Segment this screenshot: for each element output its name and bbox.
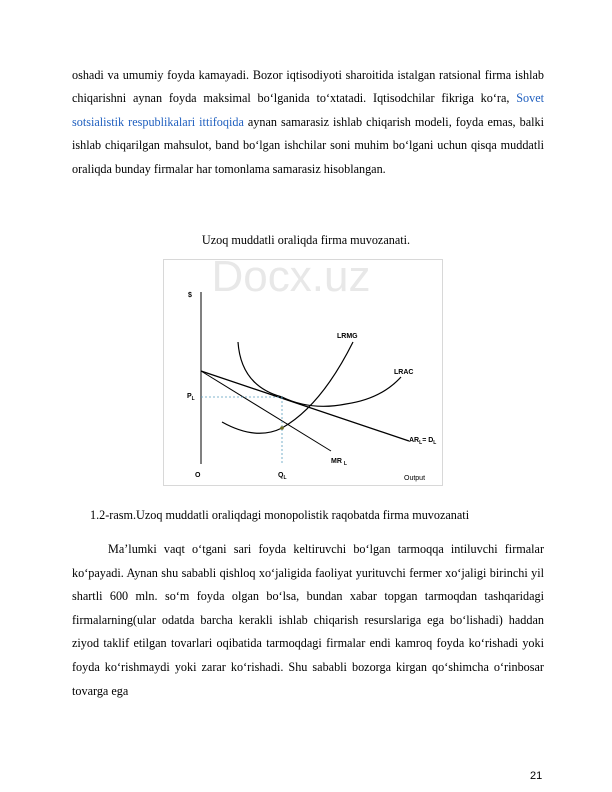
ar-label: $AR_L= D_L$ — [409, 437, 437, 446]
equilibrium-point — [280, 426, 284, 430]
text: aynan samarasiz ishlab chiqarish modeli, foyda emas, balki ishlab chiqarilgan mahsulot, band bo‘lgan ishchilar soni muhim bo‘lgani uchun qisqa muddatli oraliqda bunday firmalar har tomonlama samarasiz hisoblangan. — [72, 114, 544, 176]
x-axis-label: Output — [404, 475, 426, 482]
text: oshadi va umumiy foyda kamayadi. Bozor iqtisodiyoti sharoitida istalgan ratsional firma ishlab chiqarishni aynan foyda maksimal bo‘lganida to‘xtatadi. Iqtisodchilar fikriga ko‘ra, — [72, 68, 544, 106]
figure-title: Uzoq muddatli oraliqda firma muvozanati. — [201, 233, 411, 247]
price-label: $P_L$ — [187, 393, 195, 402]
lrac-label: LRAC — [394, 369, 414, 376]
figure-caption: 1.2-rasm.Uzoq muddatli oraliqdagi monopolistik raqobatda firma muvozanati — [90, 508, 470, 522]
mr-line — [201, 371, 331, 451]
ussr-link[interactable]: Sovet sotsialistik respublikalari ittifoqida — [72, 91, 544, 129]
lrmg-curve — [222, 342, 353, 433]
paragraph: Ma’lumki vaqt o‘tgani sari foyda keltiruvchi bo‘lgan tarmoqqa intiluvchi firmalar ko‘payadi. Aynan shu sababli qishloq xo‘jaligida faoliyat yurituvchi fermer xo‘jaligi birinchi yil shartli 600 mln. so‘m foyda olgan bo‘lsa, bundan xabar topgan tarmoqdan tashqaridagi firmalarning(ular odatda barcha kerakli ishlab chiqarish resurslariga ega bo‘lishadi) haddan ziyod taklif etilgan tovarlari oqibatida tarmoqdagi firmalar endi kamroq foyda ko‘rishadi yoki foyda ko‘rishmaydi yoki zarar ko‘rishadi. Shu sababli bozorga kirgan qo‘shimcha o‘rinbosar tovarga ega — [72, 542, 544, 698]
quantity-label: $Q_L$ — [278, 472, 287, 481]
equilibrium-diagram — [163, 259, 443, 486]
paragraph — [72, 64, 544, 181]
lrmg-label: LRMG — [337, 333, 358, 340]
watermark: Docx.uz — [211, 260, 371, 301]
ar-demand-line — [201, 371, 409, 441]
mr-label: MR $_L$ — [331, 458, 347, 467]
origin-label: O — [195, 472, 201, 479]
page-number: 21 — [530, 770, 543, 782]
y-axis-label: $ — [188, 292, 192, 299]
diagram-svg — [164, 260, 444, 487]
